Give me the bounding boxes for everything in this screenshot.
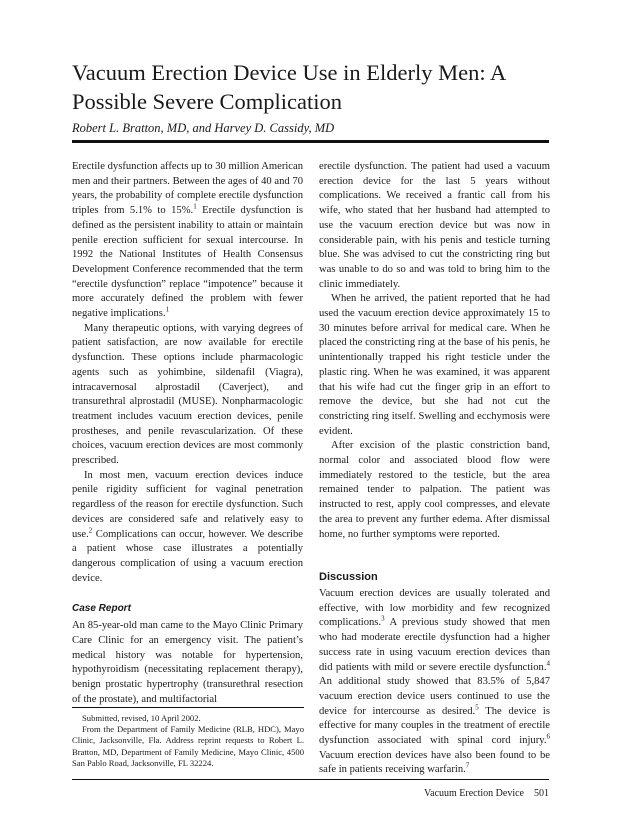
running-title: Vacuum Erection Device — [424, 788, 524, 799]
running-footer — [424, 787, 549, 801]
discussion-paragraph — [319, 587, 550, 778]
reference-marker: 4 — [546, 658, 550, 667]
reference-marker: 5 — [475, 703, 479, 712]
case-paragraph-1: An 85-year-old man came to the Mayo Clinic Primary Care Clinic for an emergency visit. The patient’s medical history was notable for hypertension, hypothyroidism (necessitating replacement therapy), benign prostatic hypertrophy (transurethral resection of the prostate), and multifactorial — [72, 620, 303, 705]
reference-marker: 3 — [381, 614, 385, 623]
case-report-heading: Case Report — [72, 603, 131, 615]
intro-paragraph-2: Many therapeutic options, with varying degrees of patient satisfaction, are now available for erectile dysfunction. These options include pharmacologic agents such as yohimbine, sildenafil (Viagra), intracavernosal alprostadil (Caverject), and transurethral alprostadil (MUSE). Nonpharmacologic treatment includes vacuum erection devices, penile prostheses, and penile revascularization. Of these choices, vacuum erection devices are most commonly prescribed. — [72, 322, 303, 467]
footnote-affiliation: From the Department of Family Medicine (RLB, HDC), Mayo Clinic, Jacksonville, Fla. Address reprint requests to Robert L. Bratton, MD, Department of Family Medicine, Mayo Clinic, 4500 San Pablo Road, Jacksonville, FL 32224. — [72, 724, 304, 768]
reference-marker: 1 — [165, 305, 170, 314]
discussion-heading: Discussion — [319, 571, 378, 584]
discussion-text-e: Vacuum erection devices have also been found to be safe in patients receiving warfarin. — [319, 749, 550, 776]
reference-marker: 1 — [193, 202, 197, 211]
reference-marker: 6 — [546, 732, 550, 741]
footnotes — [72, 713, 304, 769]
case-paragraph-3: After excision of the plastic constriction band, normal color and associated blood flow were immediately restored to the testicle, but the area remained tender to palpation. The patient was instructed to rest, apply cool compresses, and elevate the area to prevent any further edema. After dismissal home, no further symptoms were reported. — [319, 440, 550, 540]
title-divider — [72, 140, 549, 143]
intro-text-3b: Complications can occur, however. We describe a patient whose case illustrates a potentially dangerous complication of using a vacuum erection device. — [72, 528, 303, 584]
footer-divider — [72, 779, 549, 780]
footnote-divider — [72, 707, 304, 708]
discussion-text-d: The device is effective for many couples in the treatment of erectile dysfunction associated with spinal cord injury. — [319, 705, 550, 747]
intro-paragraph-3 — [72, 469, 303, 587]
intro-text-1b: Erectile dysfunction is defined as the persistent inability to attain or maintain penile erection sufficient for sexual intercourse. In 1992 the National Institutes of Health Consensus Development Conference recommended that the term “erectile dysfunction” replace “impotence” because it more accurately defined the problem with fewer negative implications. — [72, 205, 304, 320]
right-column — [319, 160, 550, 778]
case-paragraph-2: When he arrived, the patient reported that he had used the vacuum erection device approximately 15 to 30 minutes before arrival for medical care. When he placed the constricting ring at the base of his penis, he unintentionally trapped his right testicle under the plastic ring. When he was examined, it was apparent that his wife had cut the finger grip in an effort to remove the device, but she had not cut the constricting ring itself. Swelling and ecchymosis were evident. — [319, 293, 550, 437]
article-title: Vacuum Erection Device Use in Elderly Men: A Possible Severe Complication — [72, 60, 506, 114]
case-paragraph-1-continued: erectile dysfunction. The patient had used a vacuum erection device for the last 5 years without complications. We received a frantic call from his wife, who stated that her husband had attempted to use the vacuum erection device but was now in considerable pain, with his penis and testicle turning blue. She was advised to cut the constricting ring but was unable to do so and was told to bring him to the clinic immediately. — [319, 161, 550, 290]
footnote-submitted: Submitted, revised, 10 April 2002. — [82, 713, 201, 723]
reference-marker: 2 — [88, 526, 93, 535]
discussion-text-c: An additional study showed that 83.5% of 5,847 vacuum erection device users continued to use the device for intercourse as desired. — [319, 676, 550, 717]
discussion-text-b: A previous study showed that men who had moderate erectile dysfunction had a higher success rate in using vacuum erection devices than did patients with mild or severe erectile dysfunction. — [319, 617, 550, 673]
reference-marker: 7 — [465, 761, 470, 770]
intro-paragraph-1 — [72, 160, 303, 322]
article-authors: Robert L. Bratton, MD, and Harvey D. Cassidy, MD — [72, 121, 335, 135]
section-spacer — [319, 542, 550, 570]
page-number: 501 — [534, 788, 549, 799]
left-column — [72, 160, 303, 707]
intro-text-3a: In most men, vacuum erection devices induce penile rigidity sufficient for vaginal penetration regardless of the reason for erectile dysfunction. Such devices are considered safe and relatively easy to use. — [72, 469, 303, 540]
discussion-text-a: Vacuum erection devices are usually tolerated and effective, with low morbidity and few recognized complications. — [319, 587, 550, 629]
intro-text-1a: Erectile dysfunction affects up to 30 million American men and their partners. Between the ages of 40 and 70 years, the probability of complete erectile dysfunction triples from 5.1% to 15%. — [72, 161, 303, 217]
